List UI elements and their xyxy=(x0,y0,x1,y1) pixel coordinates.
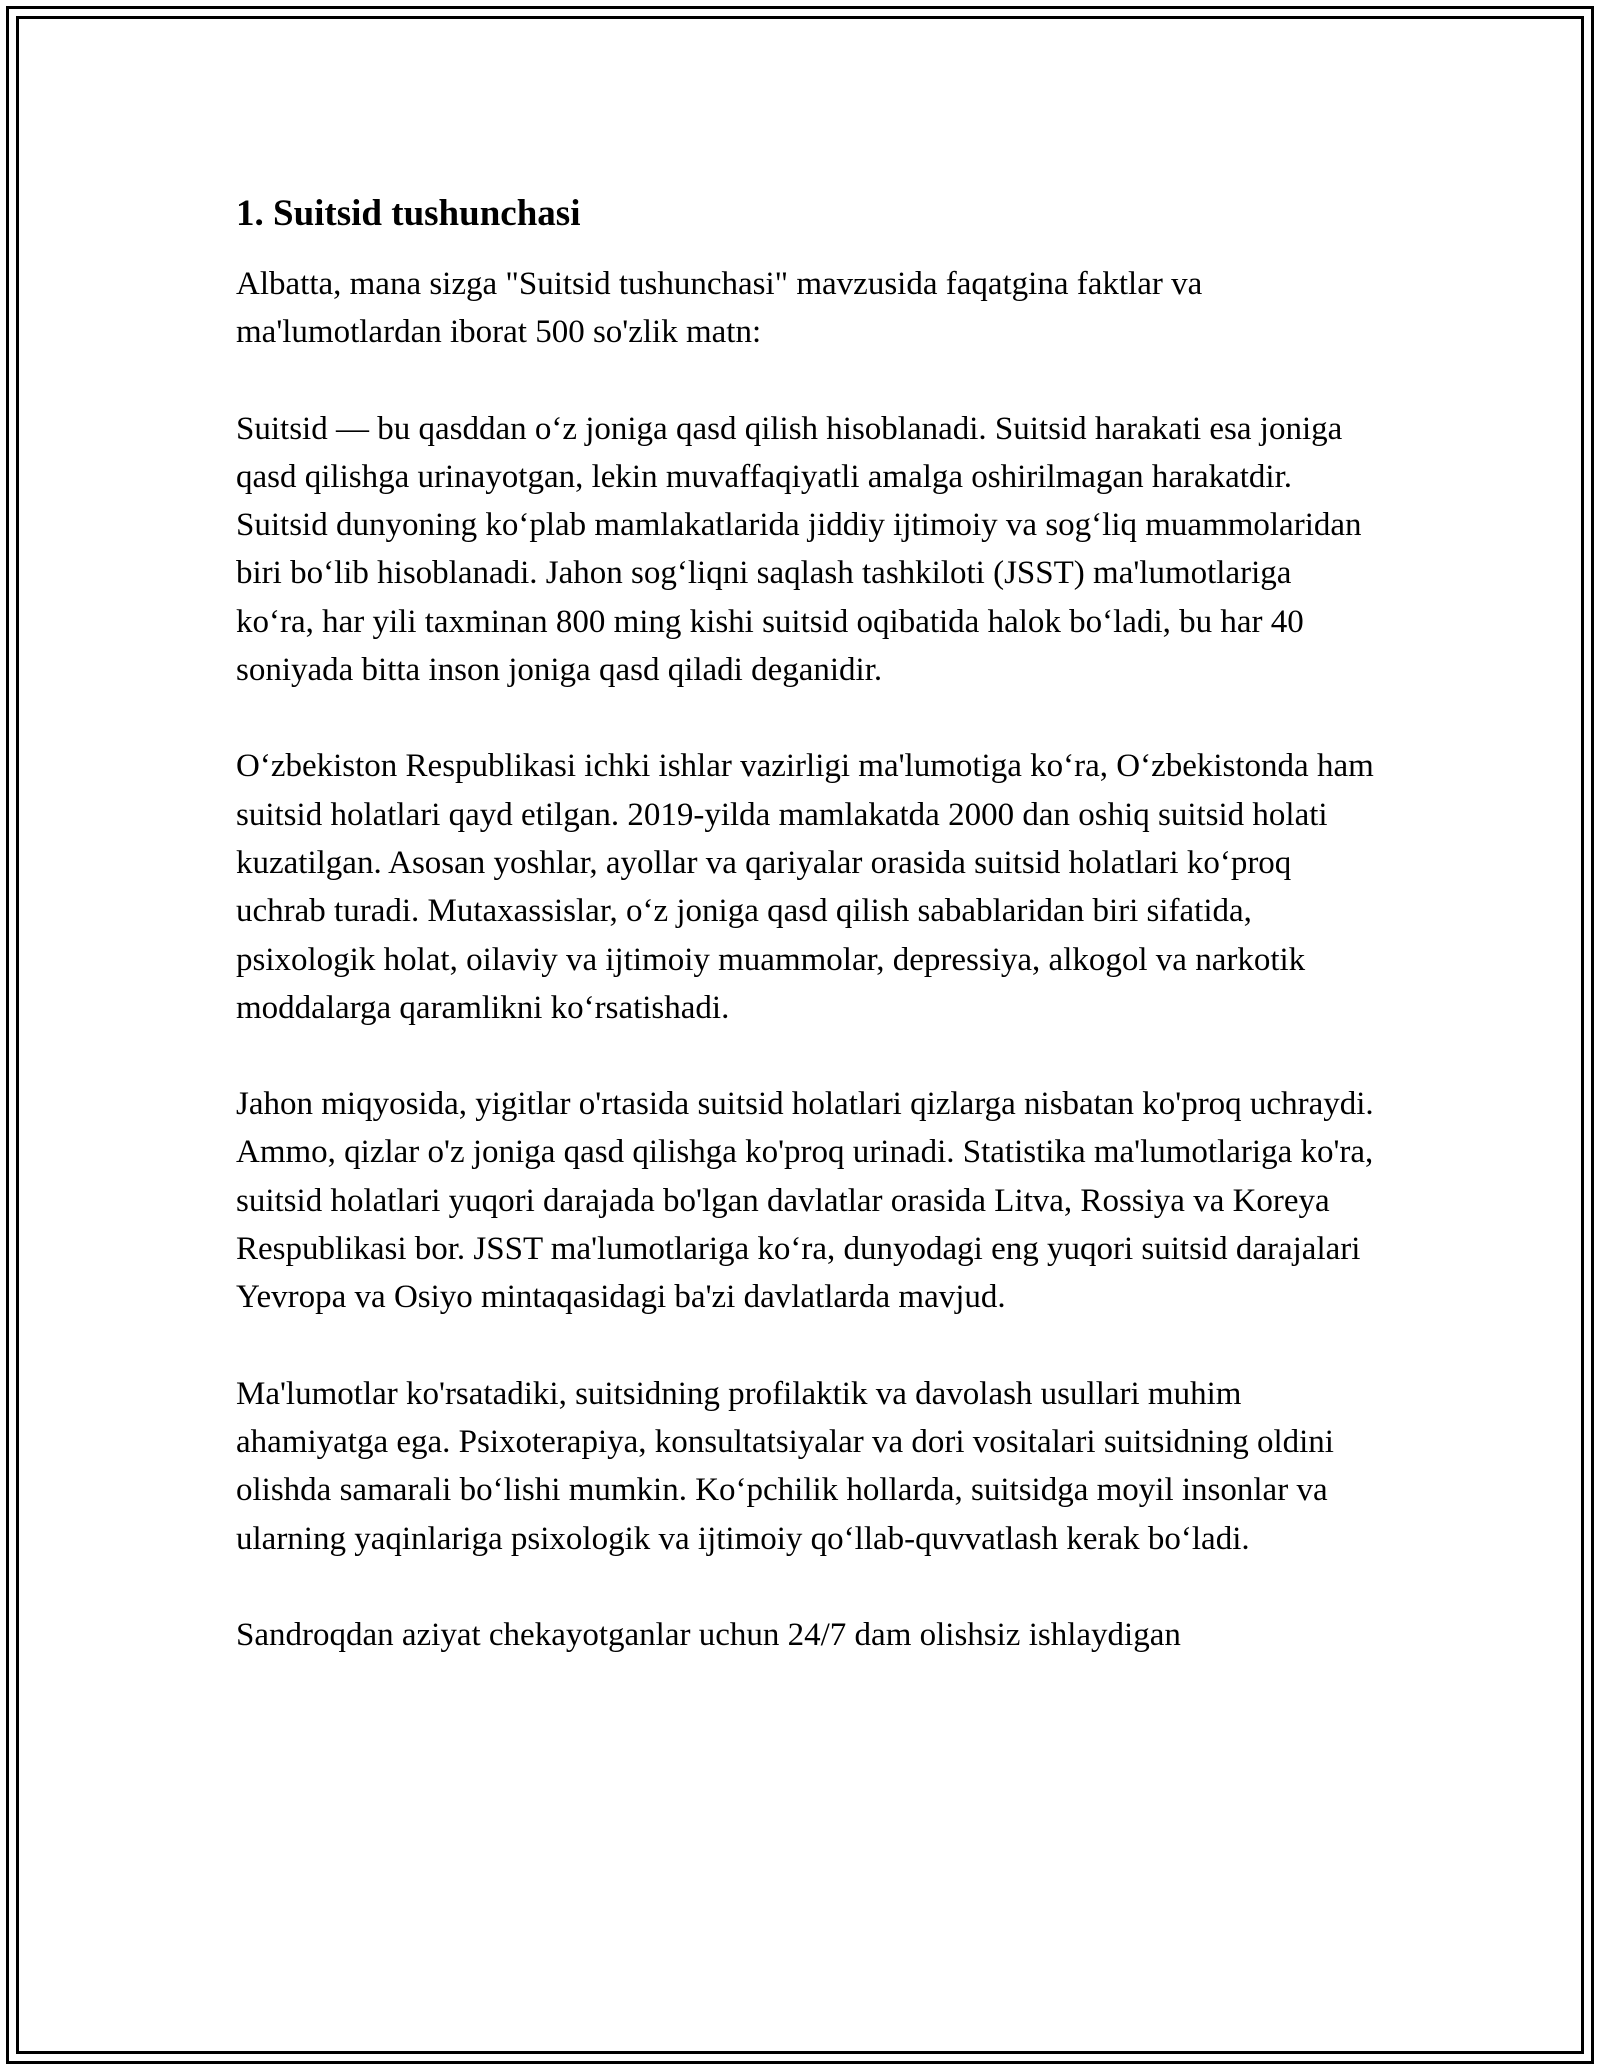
document-body xyxy=(236,190,1376,1707)
paragraph-intro: Albatta, mana sizga "Suitsid tushunchasi" mavzusida faqatgina faktlar va ma'lumotlardan iborat 500 so'zlik matn: xyxy=(236,266,1203,351)
paragraph-definition: Suitsid — bu qasddan o‘z joniga qasd qilish hisoblanadi. Suitsid harakati esa joniga qasd qilishga urinayotgan, lekin muvaffaqiyatli amalga oshirilmagan harakatdir. Suitsid dunyoning ko‘plab mamlakatlarida jiddiy ijtimoiy va sog‘liq muammolaridan biri bo‘lib hisoblanadi. Jahon sog‘liqni saqlash tashkiloti (JSST) ma'lumotlariga ko‘ra, har yili taxminan 800 ming kishi suitsid oqibatida halok bo‘ladi, bu har 40 soniyada bitta inson joniga qasd qiladi deganidir. xyxy=(236,410,1362,689)
paragraph-support: Sandroqdan aziyat chekayotganlar uchun 24/7 dam olishsiz ishlaydigan xyxy=(236,1616,1181,1653)
section-heading: 1. Suitsid tushunchasi xyxy=(236,193,581,234)
paragraph-prevention: Ma'lumotlar ko'rsatadiki, suitsidning profilaktik va davolash usullari muhim ahamiyatga ega. Psixoterapiya, konsultatsiyalar va dori vositalari suitsidning oldini olishda samarali bo‘lishi mumkin. Ko‘pchilik hollarda, suitsidga moyil insonlar va ularning yaqinlariga psixologik va ijtimoiy qo‘llab-quvvatlash kerak bo‘ladi. xyxy=(236,1375,1334,1557)
paragraph-world: Jahon miqyosida, yigitlar o'rtasida suitsid holatlari qizlarga nisbatan ko'proq uchraydi. Ammo, qizlar o'z joniga qasd qilishga ko'proq urinadi. Statistika ma'lumotlariga ko'ra, suitsid holatlari yuqori darajada bo'lgan davlatlar orasida Litva, Rossiya va Koreya Respublikasi bor. JSST ma'lumotlariga ko‘ra, dunyodagi eng yuqori suitsid darajalari Yevropa va Osiyo mintaqasidagi ba'zi davlatlarda mavjud. xyxy=(236,1086,1374,1316)
paragraph-uzbekistan: O‘zbekiston Respublikasi ichki ishlar vazirligi ma'lumotiga ko‘ra, O‘zbekistonda ham suitsid holatlari qayd etilgan. 2019-yilda mamlakatda 2000 dan oshiq suitsid holati kuzatilgan. Asosan yoshlar, ayollar va qariyalar orasida suitsid holatlari ko‘proq uchrab turadi. Mutaxassislar, o‘z joniga qasd qilish sabablaridan biri sifatida, psixologik holat, oilaviy va ijtimoiy muammolar, depressiya, alkogol va narkotik moddalarga qaramlikni ko‘rsatishadi. xyxy=(236,748,1374,1026)
